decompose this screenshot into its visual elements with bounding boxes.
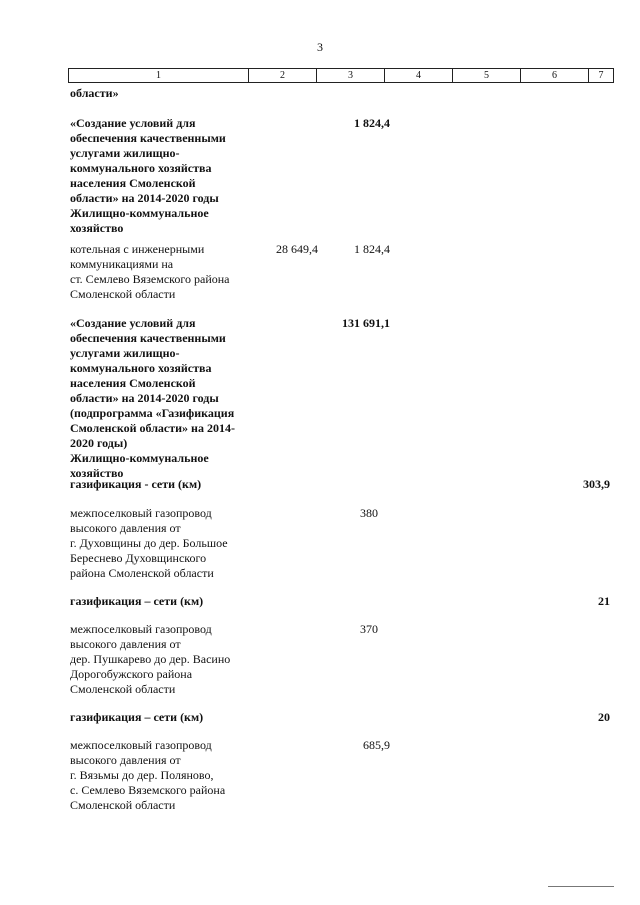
object-description: межпоселковый газопровод высокого давления от г. Духовщины до дер. Большое Береснево Духовщинского района Смоленской области <box>70 506 228 580</box>
column-number: 7 <box>589 69 614 83</box>
program-title: «Создание условий для обеспечения качественными услугами жилищно- коммунального хозяйства населения Смоленской области» на 2014-2020 годы Жилищно-коммунальное хозяйство <box>70 116 226 235</box>
col3-value: 370 <box>360 622 378 636</box>
col3-value: 685,9 <box>363 738 390 752</box>
col3-value: 1 824,4 <box>354 242 390 256</box>
column-number: 1 <box>69 69 249 83</box>
column-number: 2 <box>249 69 317 83</box>
page-number: 3 <box>317 40 323 54</box>
col3-value: 1 824,4 <box>354 116 390 130</box>
program-title: «Создание условий для обеспечения качественными услугами жилищно- коммунального хозяйства населения Смоленской области» на 2014-2020 годы (подпрограмма «Газификация Смоленской области» на 2014- 2020 годы) Жилищно-коммунальное хозяйство <box>70 316 235 480</box>
column-number: 6 <box>521 69 589 83</box>
col7-value: 20 <box>598 710 610 724</box>
capacity-label: газификация – сети (км) <box>70 710 204 724</box>
col2-value: 28 649,4 <box>276 242 318 256</box>
capacity-label: газификация - сети (км) <box>70 477 202 491</box>
col7-value: 303,9 <box>583 477 610 491</box>
column-number: 5 <box>453 69 521 83</box>
footer-rule <box>548 886 614 887</box>
object-description: межпоселковый газопровод высокого давления от дер. Пушкарево до дер. Васино Дорогобужского района Смоленской области <box>70 622 231 696</box>
object-description: котельная с инженерными коммуникациями на ст. Семлево Вяземского района Смоленской области <box>70 242 230 301</box>
column-number: 3 <box>317 69 385 83</box>
col7-value: 21 <box>598 594 610 608</box>
row-description: области» <box>70 86 119 100</box>
column-number: 4 <box>385 69 453 83</box>
col3-value: 131 691,1 <box>342 316 390 330</box>
col3-value: 380 <box>360 506 378 520</box>
capacity-label: газификация – сети (км) <box>70 594 204 608</box>
object-description: межпоселковый газопровод высокого давления от г. Вязьмы до дер. Поляново, с. Семлево Вяземского района Смоленской области <box>70 738 226 812</box>
column-number-header <box>68 68 614 83</box>
